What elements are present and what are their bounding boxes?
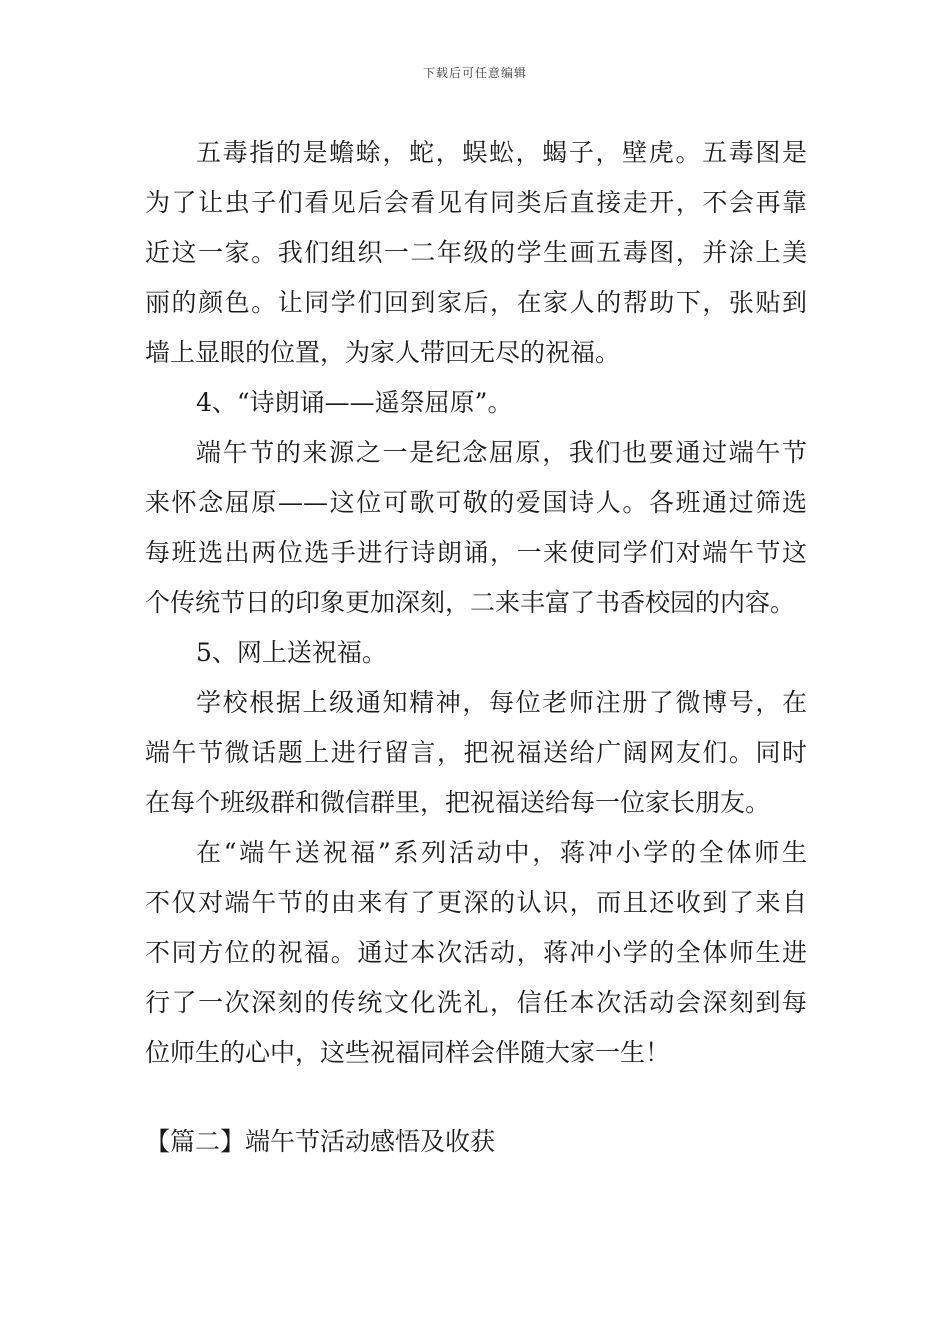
paragraph-line: 每班选出两位选手进行诗朗诵，一来使同学们对端午节这 xyxy=(145,538,807,567)
paragraph-line: 端午节微话题上进行留言，把祝福送给广阔网友们。同时 xyxy=(145,738,807,767)
paragraph-line: 为了让虫子们看见后会看见有同类后直接走开，不会再靠 xyxy=(145,188,807,217)
paragraph-line: 学校根据上级通知精神，每位老师注册了微博号，在 xyxy=(196,688,807,717)
paragraph-line: 五毒指的是蟾蜍，蛇，蜈蚣，蝎子，壁虎。五毒图是 xyxy=(196,138,807,167)
paragraph-line: 行了一次深刻的传统文化洗礼，信任本次活动会深刻到每 xyxy=(145,988,807,1017)
document-body xyxy=(145,128,807,1078)
paragraph-line: 墙上显眼的位置，为家人带回无尽的祝福。 xyxy=(145,338,621,367)
paragraph-line: 不同方位的祝福。通过本次活动，蒋冲小学的全体师生进 xyxy=(145,938,807,967)
paragraph-line: 在每个班级群和微信群里，把祝福送给每一位家长朋友。 xyxy=(145,788,771,817)
paragraph-line: 近这一家。我们组织一二年级的学生画五毒图，并涂上美 xyxy=(145,238,807,267)
paragraph-line: 在“端午送祝福”系列活动中，蒋冲小学的全体师生 xyxy=(196,838,807,867)
paragraph-line: 丽的颜色。让同学们回到家后，在家人的帮助下，张贴到 xyxy=(145,288,807,317)
paragraph-line: 不仅对端午节的由来有了更深的认识，而且还收到了来自 xyxy=(145,888,807,917)
list-item-heading: 5、网上送祝福。 xyxy=(196,638,387,667)
section-heading: 【篇二】端午节活动感悟及收获 xyxy=(145,1127,496,1156)
paragraph-line: 位师生的心中，这些祝福同样会伴随大家一生！ xyxy=(145,1038,671,1067)
paragraph-line: 端午节的来源之一是纪念屈原，我们也要通过端午节 xyxy=(196,438,807,467)
paragraph-line: 个传统节日的印象更加深刻，二来丰富了书香校园的内容。 xyxy=(145,588,796,617)
paragraph-line: 来怀念屈原——这位可歌可敬的爱国诗人。各班通过筛选 xyxy=(145,488,807,517)
list-item-heading: 4、“诗朗诵——遥祭屈原”。 xyxy=(196,388,513,417)
page-header-note: 下载后可任意编辑 xyxy=(422,66,527,80)
